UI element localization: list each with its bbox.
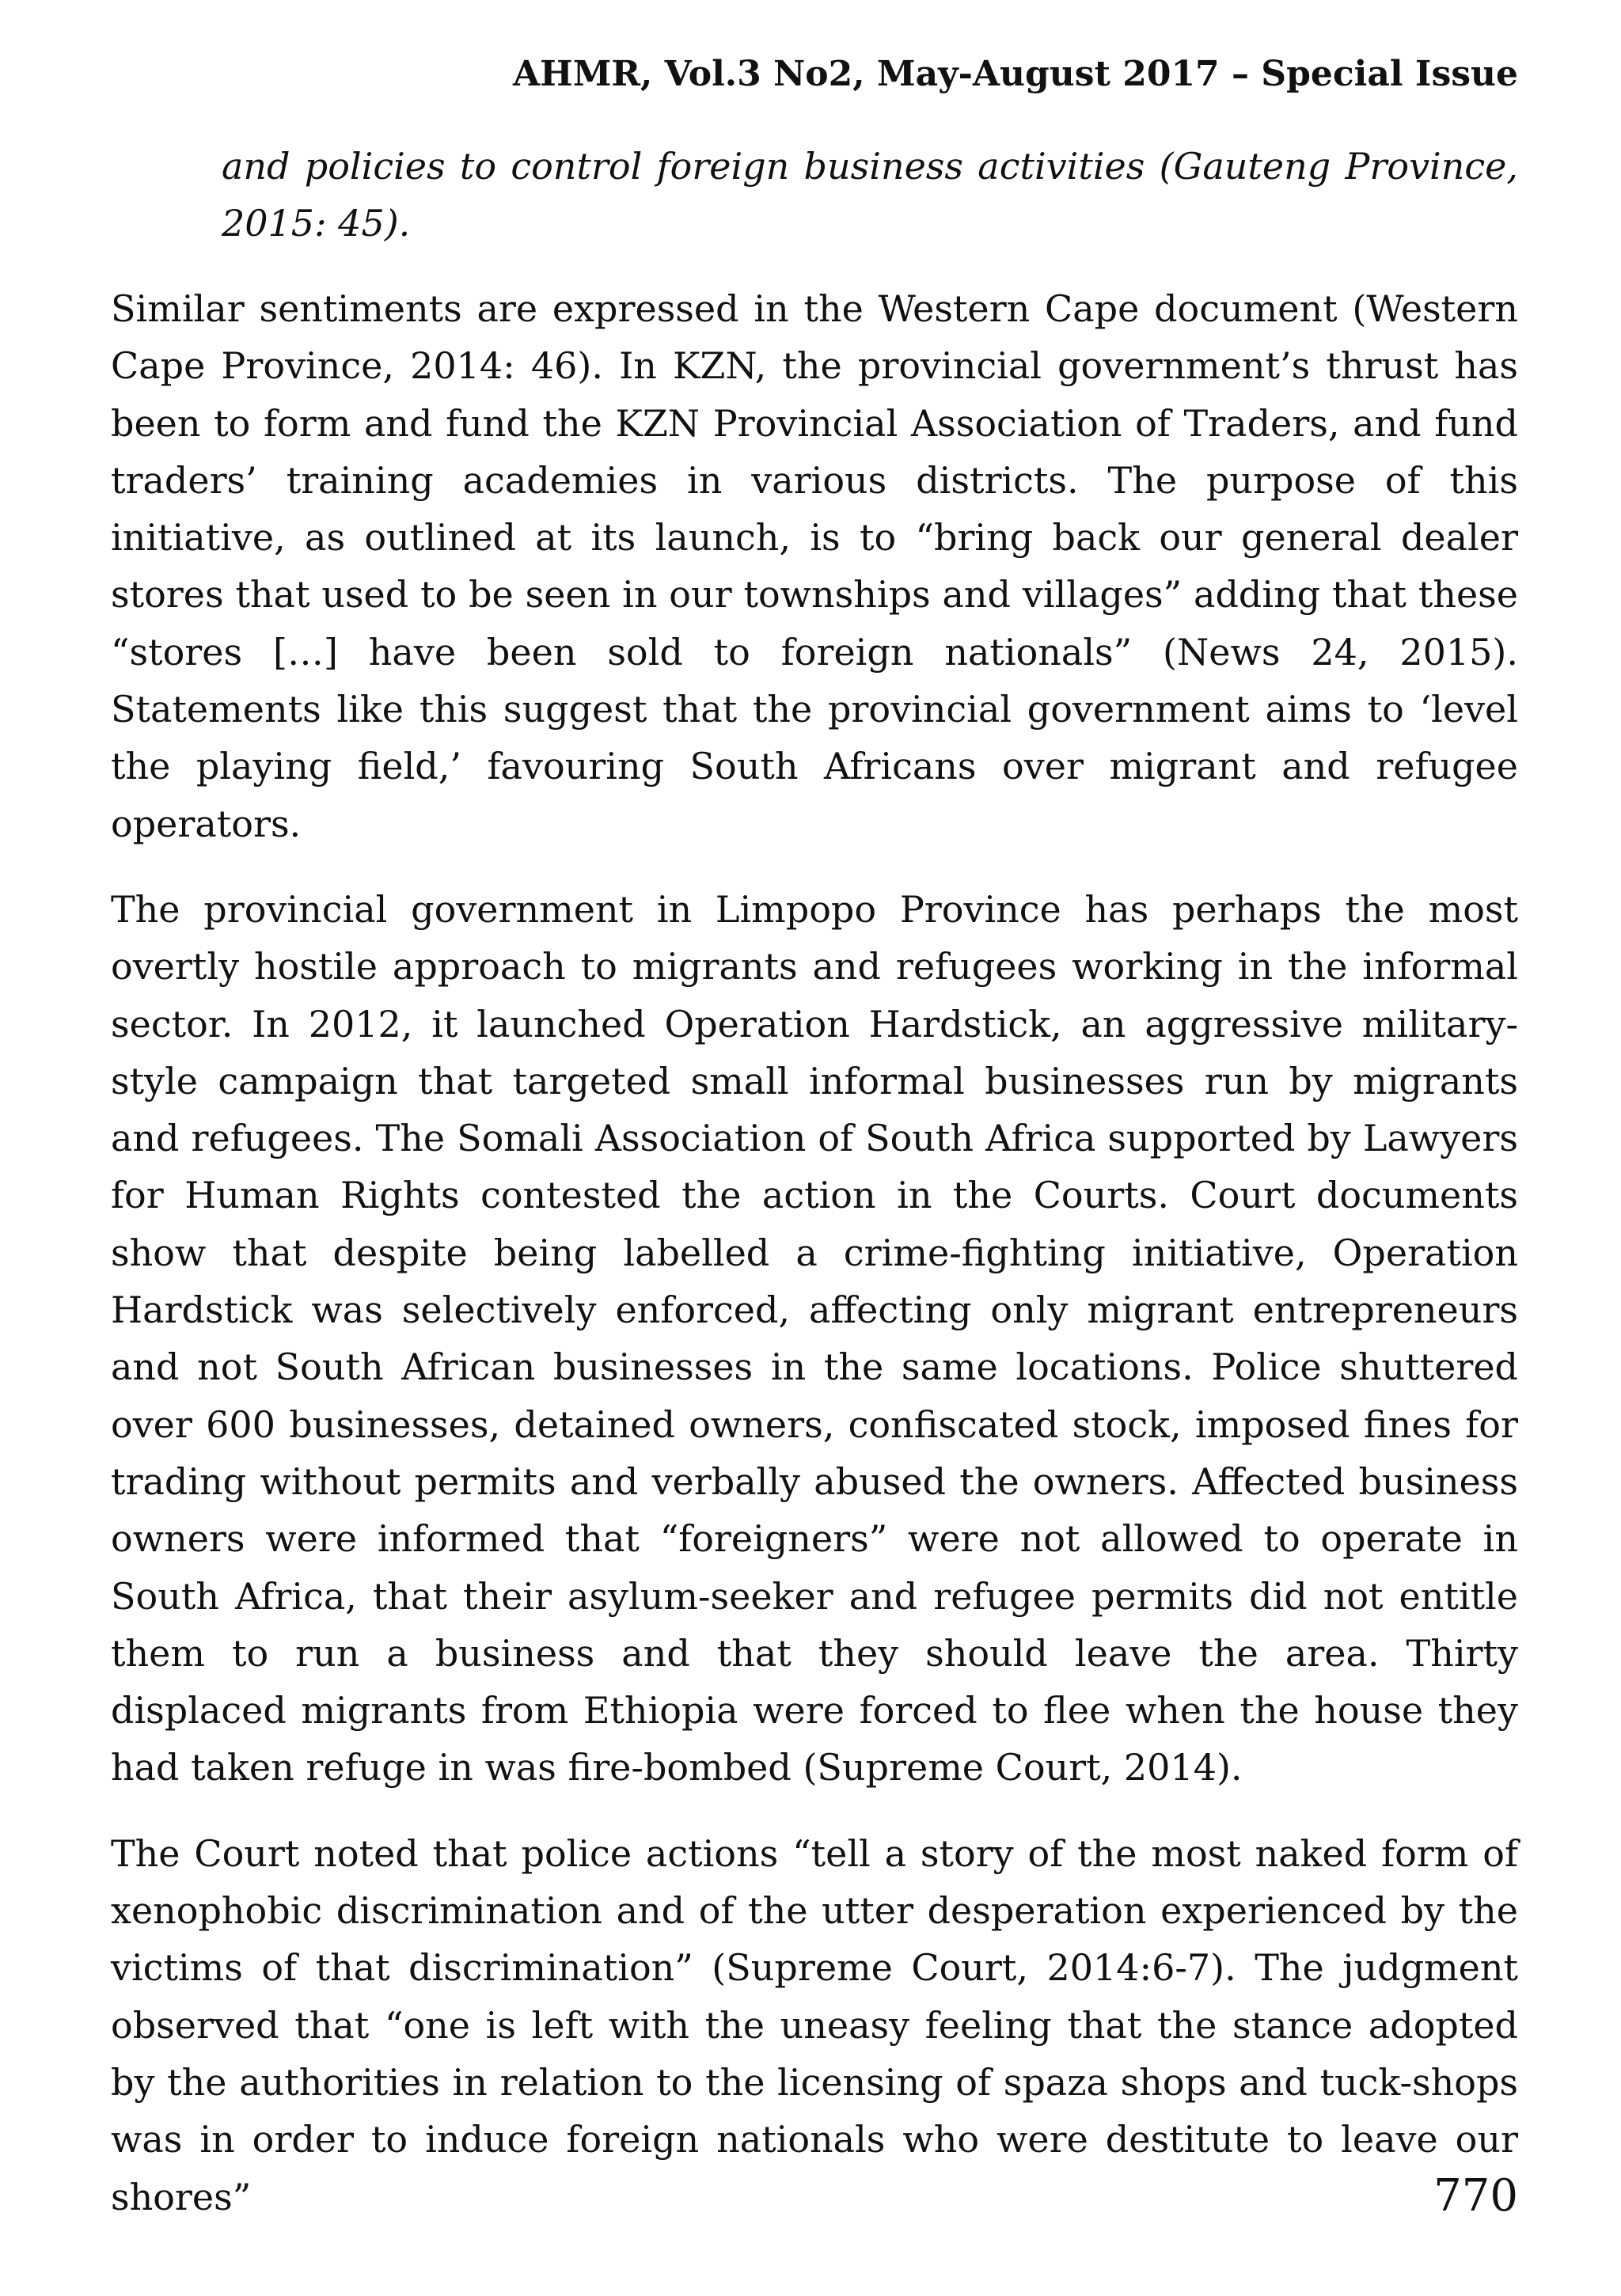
body-text [111, 138, 1518, 2254]
running-header: AHMR, Vol.3 No2, May-August 2017 – Special Issue [513, 54, 1518, 94]
paragraph-limpopo-operation-hardstick: The provincial government in Limpopo Province has perhaps the most overtly hostile approach to migrants and refugees working in the informal sector. In 2012, it launched Operation Hardstick, an aggressive military-style campaign that targeted small informal businesses run by migrants and refugees. The Somali Association of South Africa supported by Lawyers for Human Rights contested the action in the Courts. Court documents show that despite being labelled a crime-fighting initiative, Operation Hardstick was selectively enforced, affecting only migrant entrepreneurs and not South African businesses in the same locations. Police shuttered over 600 businesses, detained owners, confiscated stock, imposed fines for trading without permits and verbally abused the owners. Affected business owners were informed that “foreigners” were not allowed to operate in South Africa, that their asylum-seeker and refugee permits did not entitle them to run a business and that they should leave the area. Thirty displaced migrants from Ethiopia were forced to flee when the house they had taken refuge in was fire-bombed (Supreme Court, 2014). [111, 887, 1518, 1789]
paragraph-court-judgment: The Court noted that police actions “tell a story of the most naked form of xenophobic discrimination and of the utter desperation experienced by the victims of that discrimination” (Supreme Court, 2014:6-7). The judgment observed that “one is left with the uneasy feeling that the stance adopted by the authorities in relation to the licensing of spaza shops and tuck-shops was in order to induce foreign nationals who were destitute to leave our shores” [111, 1831, 1518, 2218]
page-number: 770 [1433, 2170, 1518, 2222]
block-quote-continuation: and policies to control foreign business activities (Gauteng Province, 2015: 45). [222, 145, 1518, 245]
paragraph-western-cape-kzn: Similar sentiments are expressed in the Western Cape document (Western Cape Province, 2014: 46). In KZN, the provincial government’s thrust has been to form and fund the KZN Provincial Association of Traders, and fund traders’ training academies in various districts. The purpose of this initiative, as outlined at its launch, is to “bring back our general dealer stores that used to be seen in our townships and villages” adding that these “stores […] have been sold to foreign nationals” (News 24, 2015). Statements like this suggest that the provincial government aims to ‘level the playing field,’ favouring South Africans over migrant and refugee operators. [111, 287, 1518, 845]
